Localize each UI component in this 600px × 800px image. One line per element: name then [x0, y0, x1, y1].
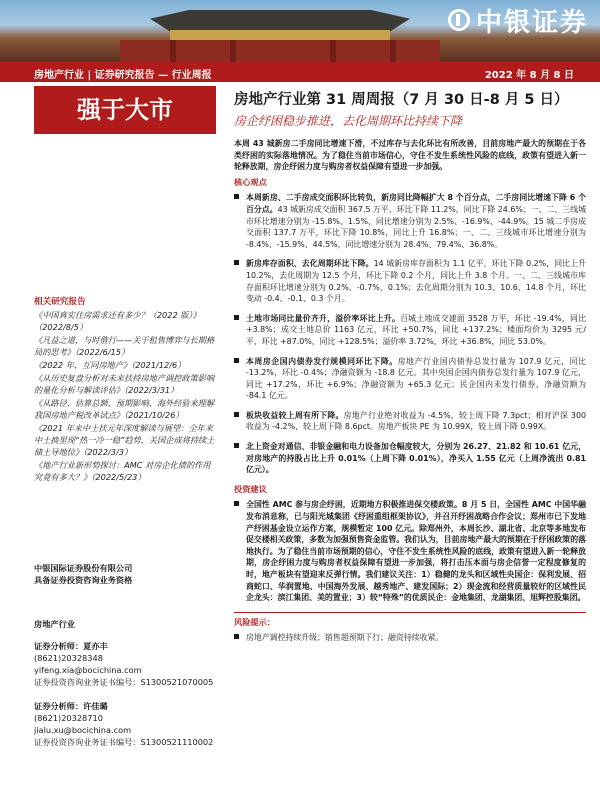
bullet-icon — [234, 412, 239, 417]
core-point — [234, 410, 586, 433]
analyst-name: 证券分析师：许佳璐 — [34, 701, 108, 711]
brand-logo — [448, 2, 588, 38]
company-info — [34, 562, 216, 586]
analyst-phone: (8621)20328710 — [34, 713, 103, 723]
bullet-icon — [234, 194, 239, 199]
investment-text: 全国性 AMC 参与房企纾困，近期地方积极推进保交楼政策。8 月 5 日，全国性 AMC 中国华融发布消息称，已与阳光城集团《纾困重组框架协议》，并召开纾困战略合作会议；郑州市已下发地产纾困基金设立运作方案，规模暂定 100 亿元。除郑州外，本周长沙、湖北省、北京等多地发布促交楼相关政策，多数为加强预售资金监管。我们认为，目前房地产最大的预期在于纾困政策的落地执行。为了稳住当前市场预期的信心，守住不发生系统性风险的底线，政策有望进入新一轮释放期，房企纾困力度与购房者权益保障有望进一步加强，将打击压本面与房企信誉一定程度修复的时，地产板块有望迎来反弹行情。我们建议关注：1）稳健的龙头和区域性央国企：保利发展、招商蛇口、华润置地、中国海外发展、越秀地产、建发国际；2）现金流和经营质量较好的区域性民企龙头：滨江集团、美的置业；3）较“特殊”的优质民企：金地集团、龙湖集团、旭辉控股集团。 — [246, 500, 586, 603]
risk-heading: 风险提示： — [234, 616, 275, 627]
point-lead: 板块收益较上周有所下降。 — [246, 410, 344, 420]
related-list — [34, 309, 216, 483]
industry-name: 房地产行业 — [34, 619, 75, 629]
report-category: 房地产行业 | 证券研究报告 — 行业周报 — [34, 70, 212, 81]
investment-heading: 投资建议 — [234, 483, 267, 494]
divider — [234, 612, 586, 613]
bullet-icon — [234, 443, 239, 448]
point-text: 43 城新房成交面积 367.5 万平，环比下降 11.2%，同比下降 24.6%；一、二、三线城市环比增速分别为 -15.8%、1.5%，同比增速分别为 2.5%、-16.9%、-44.9%。15 城二手房成交面积 137.7 万平，环比下降 10.8%，同比上升 16.8%；一、二、三线城市环比增速分别为 -8.4%、-15.9%、44.5%，同比增速分别为 28.4%、79.4%、36.8%。 — [246, 204, 586, 249]
pillar — [170, 40, 176, 62]
bank-logo-icon — [448, 9, 470, 31]
bullet-icon — [234, 501, 239, 506]
related-item[interactable]: 《2021 年来中土扶元年深度解读与展望：全年来中土换里现“热一冷一稳”趋势，关国企成将持续土储土导地位》（2022/3/3） — [34, 423, 215, 457]
investment-advice — [234, 499, 586, 603]
sidebar — [30, 86, 220, 800]
analyst-email[interactable]: yifeng.xia@bocichina.com — [34, 665, 142, 675]
pillar — [330, 40, 336, 62]
related-item[interactable]: 《地产行业新形势探讨：AMC 对房企化债的作用究竟有多大？》（2022/5/23） — [34, 460, 211, 482]
bullet-icon — [234, 260, 239, 265]
bullet-icon — [234, 358, 239, 363]
related-item[interactable]: 《从历史复盘分析对未来扶持房地产调控政策影响的量化分析与解读评估》（2022/3/31） — [34, 373, 215, 395]
point-lead: 北上资金对通信、非银金融和电力设备加仓幅度较大， — [246, 442, 437, 452]
analyst-cert: 证券投资咨询业务证书编号：S1300521110002 — [34, 737, 214, 747]
palace-roof — [150, 10, 410, 32]
industry-label — [34, 618, 216, 630]
core-point — [234, 356, 586, 402]
related-title: 相关研究报告 — [34, 297, 86, 307]
point-text: 百城土地成交建面 3528 万平，环比 -19.4%，同比 +3.8%；成交土地总价 1163 亿元，环比 +50.7%，同比 +137.2%；楼面均价为 3295 元/平，环比 +87.0%，同比 +128.5%；溢价率 3.72%，环比 +36.8%，同比 53.0%。 — [246, 313, 586, 346]
point-lead: 本周房企国内债券发行规模同环比下降。 — [246, 356, 398, 366]
related-item[interactable]: 《从路径、估算总额、预期影响、海外经验来理解我国房地产税改革试点》（2021/10/26） — [34, 398, 215, 420]
company-qualification: 具备证券投资咨询业务资格 — [34, 575, 133, 585]
risk-text: 房地产调控持续升级；销售超预期下行；融资持续收紧。 — [246, 633, 444, 643]
point-lead: 土地市场同比量价齐升，溢价率环比上升。 — [246, 313, 401, 323]
report-body — [234, 138, 586, 652]
point-text: 14 城新房库存面积为 1.1 亿平，环比下降 0.2%，同比上升 10.2%，去化周期为 12.5 个月，环比下降 0.2 个月，同比上升 3.8 个月。一、二、三线城市库存面积环比增速分别为 0.2%、-0.7%、0.1%；去化周期分别为 10.3、10.6、14.8 个月，环比变动 -0.4、-0.1、0.3 个月。 — [246, 259, 586, 304]
report-date: 2022 年 8 月 8 日 — [484, 70, 574, 81]
core-point — [234, 313, 586, 348]
brand-name: 中银证券 — [475, 7, 588, 38]
company-name: 中银国际证券股份有限公司 — [34, 563, 133, 573]
report-subtitle: 房企纾困稳步推进，去化周期环比持续下降 — [234, 114, 463, 128]
analyst-name: 证券分析师：夏亦丰 — [34, 641, 108, 651]
risk-item — [234, 632, 586, 644]
core-point — [234, 192, 586, 250]
rating-badge: 强于大市 — [34, 86, 216, 134]
intro-paragraph: 本周 43 城新房二手房同比增速下滑，不过库存与去化环比有所改善，目前房地产最大的预期在于各类纾困的实际落地情况。为了稳住当前市场信心，守住不发生系统性风险的底线，政策有望进入新一轮释放期，房企纾困力度与购房者权益保障有望进一步加强。 — [234, 139, 586, 172]
analyst-1 — [34, 640, 216, 688]
analyst-2 — [34, 700, 216, 748]
pillar — [390, 40, 396, 62]
bullet-icon — [234, 315, 239, 320]
report-info-bar — [0, 62, 600, 82]
point-text: 房地产行业绝对收益为 -4.5%，较上周下降 7.3pct；相对沪深 300 收益为 -4.2%，较上周下降 8.6pct。房地产板块 PE 为 10.99X，较上周下降 0.99X。 — [246, 410, 586, 432]
related-item[interactable]: 《中国真实住房需求还有多少？（2022 版）》（2022/8/5） — [34, 310, 201, 332]
point-text: 房地产行业国内债券总发行量为 107.9 亿元，同比 -13.2%，环比 -0.4%；净融资额为 -18.8 亿元。其中央国企国内债券总发行量为 107.9 亿元，同比 +17.2%，环比 +6.9%；净融资额为 +65.3 亿元；民企国内未发行债券，净融资额为 -84.1 亿元。 — [246, 356, 586, 401]
header-banner — [0, 0, 600, 62]
core-point — [234, 441, 586, 476]
related-item[interactable]: 《凡益之道，与时偕行——关于租售博弈与长期格局的思考》（2022/6/15） — [34, 335, 215, 357]
point-lead: 新房库存面积、去化周期环比下降。 — [246, 259, 374, 269]
analyst-cert: 证券投资咨询业务证书编号：S1300521070005 — [34, 677, 214, 687]
point-lead: 本周新房、二手房成交面积环比转负，新房同比降幅扩大 8 个百分点，二手房同比增速下降 6 个百分点。 — [246, 193, 586, 214]
related-reports — [34, 296, 216, 484]
core-point — [234, 258, 586, 304]
bullet-icon — [234, 634, 239, 639]
report-title: 房地产行业第 31 周周报（7 月 30 日-8 月 5 日） — [234, 92, 569, 108]
analyst-phone: (8621)20328348 — [34, 653, 103, 663]
pillar — [230, 40, 236, 62]
related-item[interactable]: 《2022 年，互同房地产》（2021/12/6） — [34, 360, 186, 370]
palace-eave — [170, 30, 390, 40]
core-views-heading: 核心观点 — [234, 176, 267, 187]
analyst-email[interactable]: jialu.xu@bocichina.com — [34, 725, 132, 735]
point-text: 分别为 26.27、21.82 和 10.61 亿元，对房地产的持股占比上升 0.01%（上周下降 0.01%），净买入 1.55 亿元（上周净流出 0.81 亿元）。 — [246, 442, 586, 475]
